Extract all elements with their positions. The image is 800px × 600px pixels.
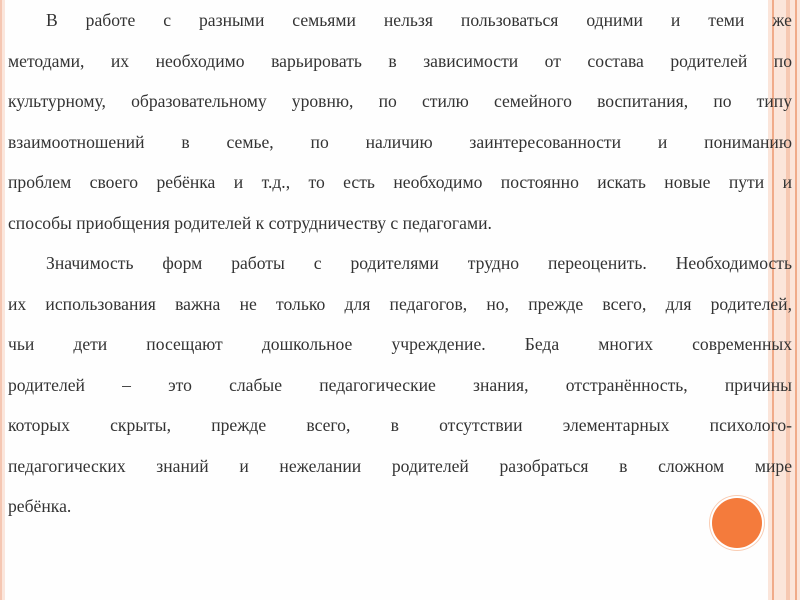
text-line: родителей – это слабые педагогические знания, отстранённость, причины bbox=[8, 374, 792, 395]
right-border-line bbox=[795, 0, 797, 600]
text-line: ребёнка. bbox=[8, 496, 72, 516]
text-line: методами, их необходимо варьировать в зависимости от состава родителей по bbox=[8, 50, 792, 71]
orange-circle-icon bbox=[712, 498, 762, 548]
text-line: способы приобщения родителей к сотрудничеству с педагогами. bbox=[8, 212, 492, 233]
slide-body-text bbox=[8, 0, 792, 527]
text-line: Значимость форм работы с родителями трудно переоценить. Необходимость bbox=[46, 253, 792, 273]
text-line: проблем своего ребёнка и т.д., то есть необходимо постоянно искать новые пути и bbox=[8, 172, 792, 192]
paragraph-1 bbox=[8, 0, 792, 243]
text-line: культурному, образовательному уровню, по стилю семейного воспитания, по типу bbox=[8, 91, 792, 111]
text-line: В работе с разными семьями нельзя пользоваться одними и теми же bbox=[46, 10, 792, 30]
text-line: педагогических знаний и нежелании родителей разобраться в сложном мире bbox=[8, 455, 792, 476]
left-border-stripe-light bbox=[2, 0, 5, 600]
text-line: их использования важна не только для педагогов, но, прежде всего, для родителей, bbox=[8, 293, 792, 314]
text-line: которых скрыты, прежде всего, в отсутствии элементарных психолого- bbox=[8, 415, 792, 435]
text-line: чьи дети посещают дошкольное учреждение. Беда многих современных bbox=[8, 334, 792, 354]
text-line: взаимоотношений в семье, по наличию заинтересованности и пониманию bbox=[8, 131, 792, 152]
paragraph-2 bbox=[8, 243, 792, 527]
